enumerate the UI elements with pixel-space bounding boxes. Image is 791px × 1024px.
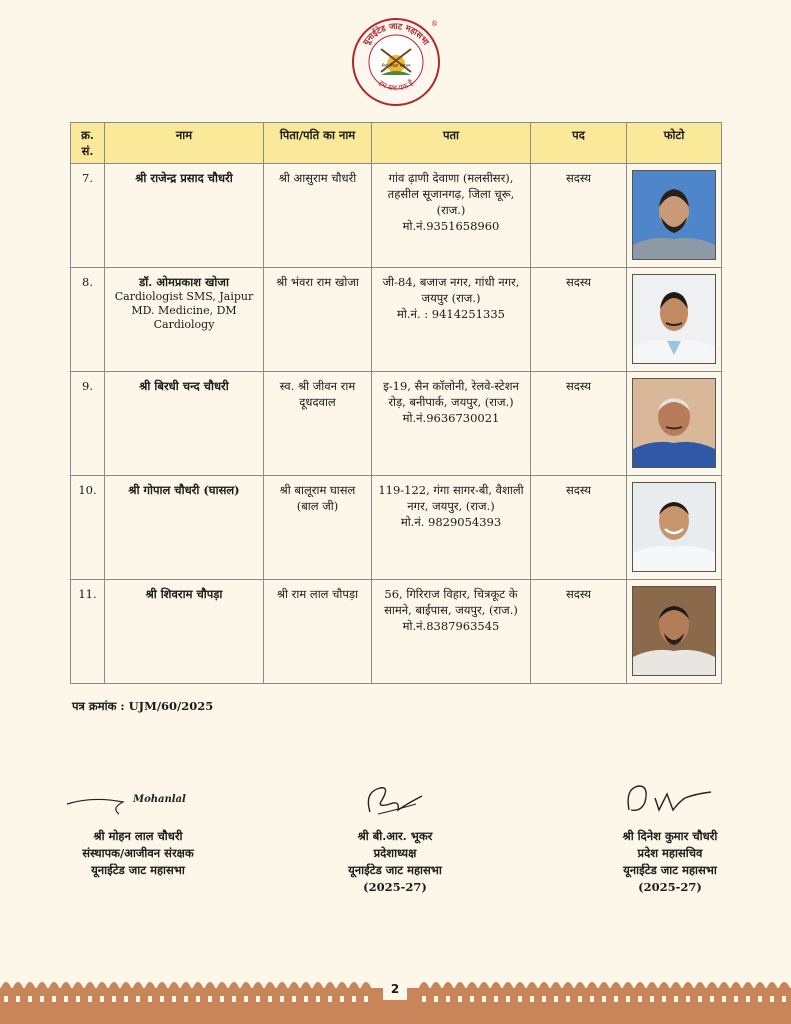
row-address-cell — [372, 372, 531, 476]
table-row — [71, 476, 722, 580]
signature-br-bhukar — [350, 782, 440, 820]
letter-reference: पत्र क्रमांक : UJM/60/2025 — [72, 699, 214, 713]
signature-dinesh — [615, 780, 725, 820]
member-subtitle: Cardiologist SMS, Jaipur MD. Medicine, DM Cardiology — [114, 290, 254, 331]
signatory-org: यूनाईटेड जाट महासभा — [91, 863, 185, 877]
row-sn: 7. — [71, 164, 105, 268]
member-phone: मो.नं. : 9414251335 — [397, 307, 505, 321]
row-post: सदस्य — [531, 476, 627, 580]
member-name: श्री गोपाल चौधरी (घासल) — [128, 483, 240, 497]
row-father: श्री राम लाल चौपड़ा — [264, 580, 372, 684]
row-name-cell — [105, 164, 264, 268]
signatory-term: (2025-27) — [638, 880, 702, 894]
table-row — [71, 268, 722, 372]
member-photo — [632, 586, 716, 676]
row-father: श्री आसुराम चौधरी — [264, 164, 372, 268]
table-row — [71, 372, 722, 476]
signatory-secretary — [590, 780, 750, 896]
header-photo: फोटो — [627, 123, 722, 164]
row-father: श्री भंवरा राम खोजा — [264, 268, 372, 372]
signatory-name: श्री दिनेश कुमार चौधरी — [622, 829, 718, 843]
signatory-org: यूनाईटेड जाट महासभा — [348, 863, 442, 877]
row-sn: 8. — [71, 268, 105, 372]
row-address-cell — [372, 476, 531, 580]
row-name-cell — [105, 372, 264, 476]
table-row — [71, 580, 722, 684]
row-photo-cell — [627, 580, 722, 684]
row-name-cell — [105, 268, 264, 372]
row-address-cell — [372, 164, 531, 268]
united-jat-mahasabha-logo — [351, 17, 441, 107]
logo-inner-text: सेवा शिक्षा संगठन — [381, 64, 411, 69]
header-sn: क्र. सं. — [71, 123, 105, 164]
row-name-cell — [105, 580, 264, 684]
member-name: डॉ. ओमप्रकाश खोजा — [139, 275, 229, 289]
member-name: श्री बिरधी चन्द चौधरी — [139, 379, 229, 393]
member-photo — [632, 274, 716, 364]
row-address-cell — [372, 580, 531, 684]
signatory-term: (2025-27) — [363, 880, 427, 894]
row-sn: 11. — [71, 580, 105, 684]
row-post: सदस्य — [531, 580, 627, 684]
row-post: सदस्य — [531, 164, 627, 268]
row-post: सदस्य — [531, 268, 627, 372]
member-photo — [632, 378, 716, 468]
signatory-name: श्री मोहन लाल चौधरी — [93, 829, 183, 843]
member-address: 119-122, गंगा सागर-बी, वैशाली नगर, जयपुर, (राज.) — [378, 483, 524, 513]
row-photo-cell — [627, 164, 722, 268]
header-address: पता — [372, 123, 531, 164]
signatory-org: यूनाईटेड जाट महासभा — [623, 863, 717, 877]
member-photo — [632, 170, 716, 260]
signatory-founder — [48, 790, 228, 879]
member-name: श्री राजेन्द्र प्रसाद चौधरी — [135, 171, 233, 185]
member-address: जी-84, बजाज नगर, गांधी नगर, जयपुर (राज.) — [382, 275, 520, 305]
row-father: श्री बालूराम घासल (बाल जी) — [264, 476, 372, 580]
signatory-president — [320, 782, 470, 896]
header-name: नाम — [105, 123, 264, 164]
member-phone: मो.नं. 9829054393 — [400, 515, 502, 529]
member-name: श्री शिवराम चौपड़ा — [145, 587, 223, 601]
member-address: 56, गिरिराज विहार, चित्रकूट के सामने, बाईपास, जयपुर, (राज.) — [384, 587, 518, 617]
member-address: गांव ढ़ाणी देवाणा (मलसीसर), तहसील सूजानगढ़, जिला चूरू, (राज.) — [387, 171, 515, 217]
signatory-name: श्री बी.आर. भूकर — [357, 829, 433, 843]
row-address-cell — [372, 268, 531, 372]
member-phone: मो.नं.8387963545 — [402, 619, 500, 633]
signatory-title: संस्थापक/आजीवन संरक्षक — [82, 846, 194, 860]
signature-mohanlal — [63, 790, 213, 820]
row-name-cell — [105, 476, 264, 580]
signature-text: Mohanlal — [133, 794, 186, 805]
table-header-row — [71, 123, 722, 164]
logo-arc-text: यूनाईटेड जाट महासभा — [361, 21, 431, 48]
registered-mark: ® — [431, 20, 438, 28]
row-photo-cell — [627, 268, 722, 372]
row-post: सदस्य — [531, 372, 627, 476]
member-phone: मो.नं.9636730021 — [402, 411, 500, 425]
members-table — [70, 122, 722, 684]
header-post: पद — [531, 123, 627, 164]
signatory-title: प्रदेशाध्यक्ष — [373, 846, 417, 860]
row-sn: 10. — [71, 476, 105, 580]
member-address: इ-19, सैन कॉलोनी, रेलवे-स्टेशन रोड़, बनीपार्क, जयपुर, (राज.) — [383, 379, 519, 409]
member-phone: मो.नं.9351658960 — [402, 219, 500, 233]
row-photo-cell — [627, 476, 722, 580]
member-photo — [632, 482, 716, 572]
row-photo-cell — [627, 372, 722, 476]
logo-tagline: हम सब एक हैं — [376, 78, 416, 93]
table-row — [71, 164, 722, 268]
header-father: पिता/पति का नाम — [264, 123, 372, 164]
row-sn: 9. — [71, 372, 105, 476]
page-number: 2 — [383, 978, 407, 1000]
row-father: स्व. श्री जीवन राम दूधदवाल — [264, 372, 372, 476]
signatory-title: प्रदेश महासचिव — [637, 846, 703, 860]
